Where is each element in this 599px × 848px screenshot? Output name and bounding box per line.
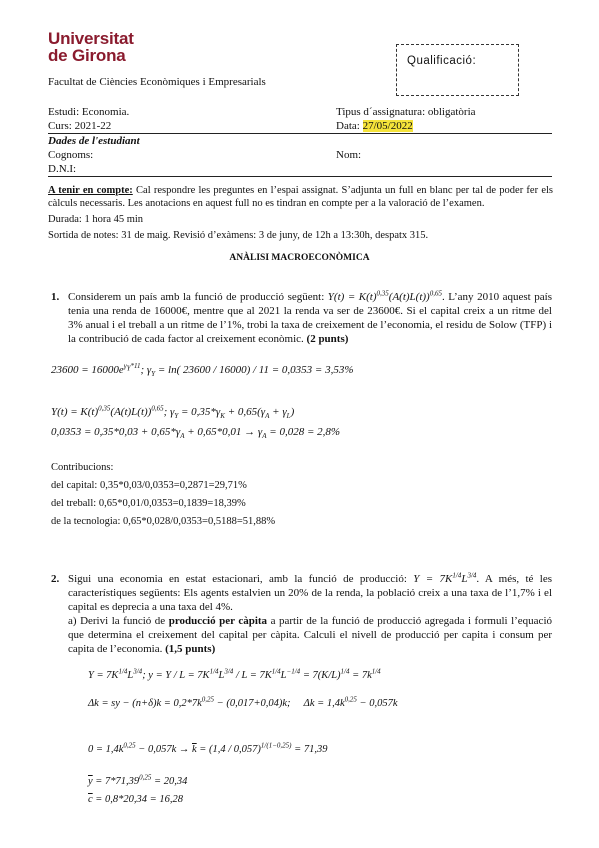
q1-growth-eq: $23600 = 16000e^{\gamma_Y*11}$; $\gamma_Y = \ln$( 23600 / 16000) / 11 = 0,0353 = 3,53% [51,362,354,379]
q1-text-a: Considerem un país amb la funció de producció següent: [68,291,325,303]
instructions-text: Cal respondre les preguntes en l’espai assignat. S’adjunta un full en blanc per tal de poder fer els càlculs necessaris. Les anotacions en aquest full no es tindran en compte per a la valoració de l’examen. [48,185,553,209]
q2-number: 2. [51,573,60,585]
dni-label[interactable]: D.N.I: [48,163,77,175]
date-field [336,119,413,133]
contrib-capital: del capital: 0,35*0,03/0,0353=0,2871=29,71% [51,480,247,491]
subject-type-field: Tipus d´assignatura: obligatòria [336,106,476,118]
contrib-labor: del treball: 0,65*0,01/0,0353=0,1839=18,39% [51,498,246,509]
grade-label: Qualificació: [407,55,477,67]
q2-text-b: . A més, té les característiques següents: Els agents estalvien un 20% de la renda, la població creix a una taxa de l’1,7% i el capital es deprecia a una taxa del 4%. [68,573,552,613]
date-label: Data: [336,120,363,132]
q1-production-function: $Y(t) = K(t)^{0,35}(A(t)L(t))^{0,65}$ [327,289,442,303]
instructions-lead: A tenir en compte: [48,185,133,196]
faculty-name: Facultat de Ciències Econòmiques i Empresarials [48,76,266,88]
q1-number: 1. [51,291,60,303]
q2-statement [68,572,552,614]
surnames-label[interactable]: Cognoms: [48,149,94,161]
contributions-title: Contribucions: [51,462,114,473]
q1-text-b: . L’any 2010 aquest país tenia una renda de 16000€, mentre que al 2021 la renda va ser de 23600€. Si el capital creix a un ritme del 3% anual i el treball a un ritme de l’1%, trobi la taxa de creixement de l’economia, el residu de Solow (TFP) i la contribució de cada factor al creixement econòmic. [68,291,552,345]
duration: Durada: 1 hora 45 min [48,214,144,225]
university-logo [48,30,134,64]
study-field: Estudi: Economia. [48,106,130,118]
student-divider [48,176,552,177]
q2-consumption-eq: $\overline{c} = 0,8*20,34 = 16,28$ [88,794,183,805]
q2-part-a: a) Derivi la funció de producció per càpita a partir de la funció de producció agregada i formuli l’equació que determina el creixement del capital per càpita. Calculi el nivell de producció per capita i consum per capita de l’economia. (1,5 punts) [68,615,553,655]
q2-percapita-eq: $Y = 7K^{1/4}L^{3/4}$; $y = Y / L = 7K^{1/4}L^{3/4} / L = 7K^{1/4}L^{-1/4} = 7(K/L)^{1/4} = 7k^{1/4}$ [88,667,381,681]
q2-production-function: $Y = 7K^{1/4}L^{3/4}$ [413,571,477,585]
university-name-line1: Universitat [48,29,134,48]
q1-points: (2 punts) [306,333,349,345]
q2-capital-growth-eq: Δk = sy − $(n+\delta)k = 0,2*7k^{0,25} - (0,017+0,04)k$; $\Delta k = 1,4k^{0,25} - 0,057k$ [88,695,398,709]
grade-box[interactable] [396,44,519,96]
date-value: 27/05/2022 [362,120,413,132]
q1-tfp-eq: $0,0353 = 0,35*0,03 + 0,65*\gamma_A + 0,65*0,01 \to \gamma_A = 0,028 = 2,8\%$ [51,426,341,441]
q1-growth-accounting: $Y(t) = K(t)^{0,35}(A(t)L(t))^{0,65}$; $\gamma_Y = 0,35*\gamma_K + 0,65(\gamma_A + \gamma_L)$ [51,404,295,421]
section-title: ANÀLISI MACROECONÒMICA [229,253,370,263]
contrib-tech: de la tecnologia: 0,65*0,028/0,0353=0,5188=51,88% [51,516,276,527]
university-name-line2: de Girona [48,46,126,65]
q2-output-eq: $\overline{y} = 7*71,39^{0,25} = 20,34$ [88,773,188,787]
q2-steady-state-eq: $0 = 1,4k^{0,25} - 0,057k \to \overline{k} = (1,4 / 0,057)^{1/(1-0,25)} = 71,39$ [88,741,328,755]
q2-text-a: Sigui una economia en estat estacionari, amb la funció de producció: [68,573,407,585]
course-field: Curs: 2021-22 [48,120,112,132]
name-label[interactable]: Nom: [336,149,362,161]
student-data-heading: Dades de l'estudiant [48,135,140,147]
instructions [48,184,553,210]
release-info: Sortida de notes: 31 de maig. Revisió d’exàmens: 3 de juny, de 12h a 13:30h, despatx 315. [48,230,429,241]
q1-statement [68,290,552,346]
q2-points: (1,5 punts) [165,643,216,655]
